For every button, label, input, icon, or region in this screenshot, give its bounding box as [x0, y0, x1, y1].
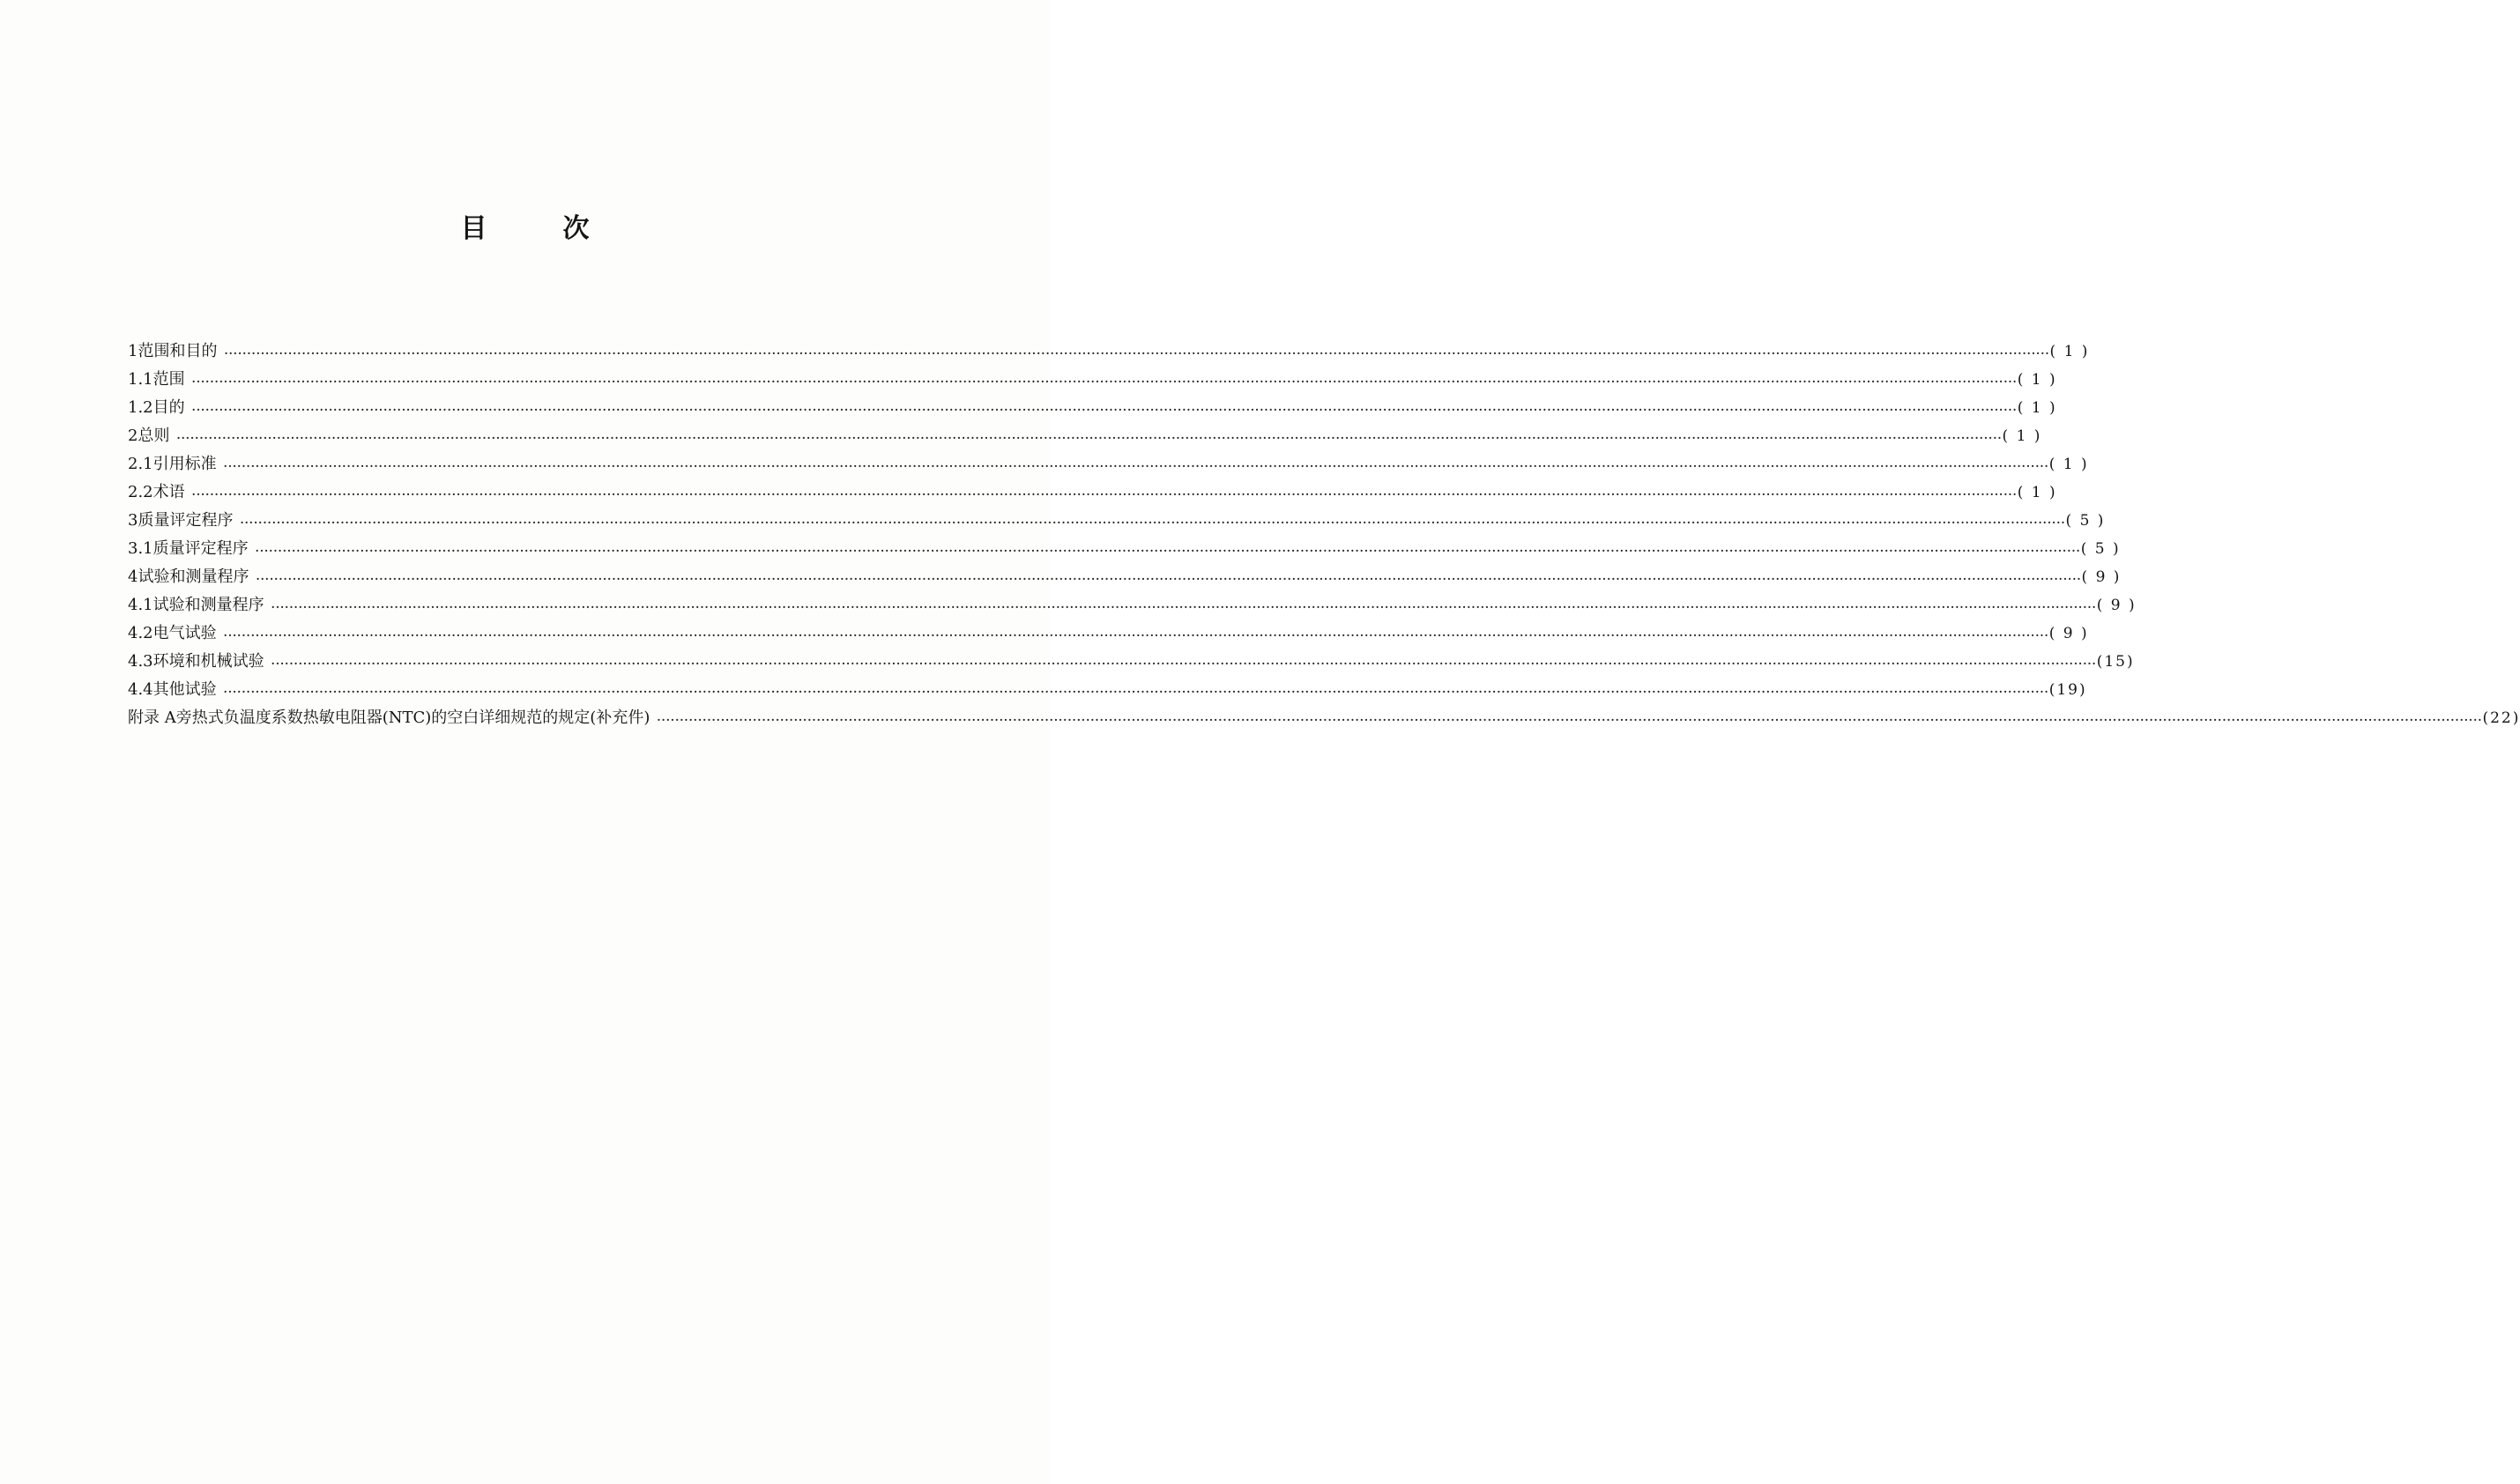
toc-entry-title: 旁热式负温度系数热敏电阻器(NTC)的空白详细规范的规定(补充件): [175, 709, 650, 727]
toc-entry-title: 环境和机械试验: [152, 652, 264, 671]
dot-leader: ················································································································································································································································································································································································································: [657, 714, 2483, 726]
toc-entry[interactable]: [128, 563, 2122, 591]
dot-leader: ················································································································································································································································································································································································································: [255, 545, 2081, 557]
toc-entry-number: 4.4: [128, 680, 153, 699]
dot-leader: ················································································································································································································································································································································································································: [240, 516, 2066, 529]
toc-entry-page: ( 5 ): [2065, 512, 2106, 530]
dot-leader: ················································································································································································································································································································································································································: [223, 629, 2049, 642]
dot-leader: ················································································································································································································································································································································································································: [176, 432, 2003, 444]
dot-leader: ················································································································································································································································································································································································································: [256, 573, 2082, 585]
toc-entry-number: 2.1: [128, 455, 153, 473]
toc-entry-number: 1.2: [128, 398, 153, 417]
toc-entry-page: ( 1 ): [2048, 456, 2089, 473]
toc-entry-page: ( 9 ): [2081, 568, 2122, 586]
toc-entry-title: 范围: [152, 370, 185, 389]
toc-entry[interactable]: [128, 535, 2121, 563]
toc-entry-number: 1.1: [128, 370, 153, 389]
dot-leader: ················································································································································································································································································································································································································: [191, 488, 2018, 501]
toc-entry-number: 3: [128, 511, 138, 530]
toc-entry-number: 2.2: [128, 483, 153, 501]
toc-entry-page: (22): [2482, 709, 2520, 727]
toc-entry-page: ( 5 ): [2080, 540, 2121, 558]
toc-entry-page: ( 1 ): [2002, 427, 2042, 445]
toc-entry[interactable]: [128, 648, 2135, 676]
toc-entry-number: 1: [128, 342, 138, 360]
toc-entry-title: 试验和测量程序: [138, 568, 249, 586]
toc-entry[interactable]: [128, 366, 2057, 394]
toc-entry-page: ( 1 ): [2017, 399, 2057, 417]
toc-entry-title: 术语: [152, 483, 185, 501]
toc-entry-appendix[interactable]: [128, 704, 2520, 732]
dot-leader: ················································································································································································································································································································································································································: [223, 460, 2049, 472]
toc-entry-page: ( 1 ): [2049, 343, 2090, 360]
toc-entry-number: 4: [128, 568, 138, 586]
toc-entry-number: 3.1: [128, 539, 153, 558]
toc-entry[interactable]: [128, 422, 2042, 450]
toc-entry[interactable]: [128, 591, 2137, 620]
toc-entry-title: 总则: [138, 427, 170, 445]
toc-entry-title: 试验和测量程序: [152, 596, 264, 614]
toc-entry-title: 质量评定程序: [138, 511, 234, 530]
toc-entry-number: 2: [128, 427, 138, 445]
title-char-1: 目: [460, 213, 487, 244]
toc-entry-page: (19): [2048, 681, 2087, 699]
toc-entry[interactable]: [128, 394, 2057, 422]
toc-entry-page: ( 1 ): [2017, 484, 2057, 501]
toc-entry-page: ( 9 ): [2048, 625, 2089, 642]
toc-entry[interactable]: [128, 479, 2057, 507]
toc-entry-title: 其他试验: [152, 680, 217, 699]
toc-entry-title: 质量评定程序: [152, 539, 249, 558]
toc-entry-number: 4.2: [128, 624, 153, 642]
toc-entry-title: 电气试验: [152, 624, 217, 642]
toc-entry[interactable]: [128, 620, 2089, 648]
dot-leader: ················································································································································································································································································································································································································: [271, 601, 2097, 613]
toc-entry[interactable]: [128, 338, 2090, 366]
toc-entry-number: 附录 A: [128, 709, 176, 727]
toc-entry-title: 引用标准: [152, 455, 217, 473]
toc-entry-page: (15): [2096, 653, 2135, 671]
dot-leader: ················································································································································································································································································································································································································: [223, 686, 2049, 698]
dot-leader: ················································································································································································································································································································································································································: [191, 375, 2018, 388]
page-title: [0, 213, 1050, 245]
dot-leader: ················································································································································································································································································································································································································: [191, 404, 2018, 416]
toc-entry-page: ( 9 ): [2096, 597, 2137, 614]
dot-leader: ················································································································································································································································································································································································································: [224, 347, 2050, 360]
toc-entry[interactable]: [128, 507, 2106, 535]
title-char-2: 次: [562, 213, 590, 244]
toc-entry-number: 4.3: [128, 652, 153, 671]
toc-entry-page: ( 1 ): [2017, 371, 2057, 389]
toc-entry[interactable]: [128, 676, 2087, 704]
dot-leader: ················································································································································································································································································································································································································: [271, 657, 2097, 670]
toc-entry-title: 范围和目的: [138, 342, 218, 360]
toc-entry-number: 4.1: [128, 596, 153, 614]
toc-entry-title: 目的: [152, 398, 185, 417]
table-of-contents: [128, 338, 2520, 732]
toc-entry[interactable]: [128, 450, 2089, 479]
